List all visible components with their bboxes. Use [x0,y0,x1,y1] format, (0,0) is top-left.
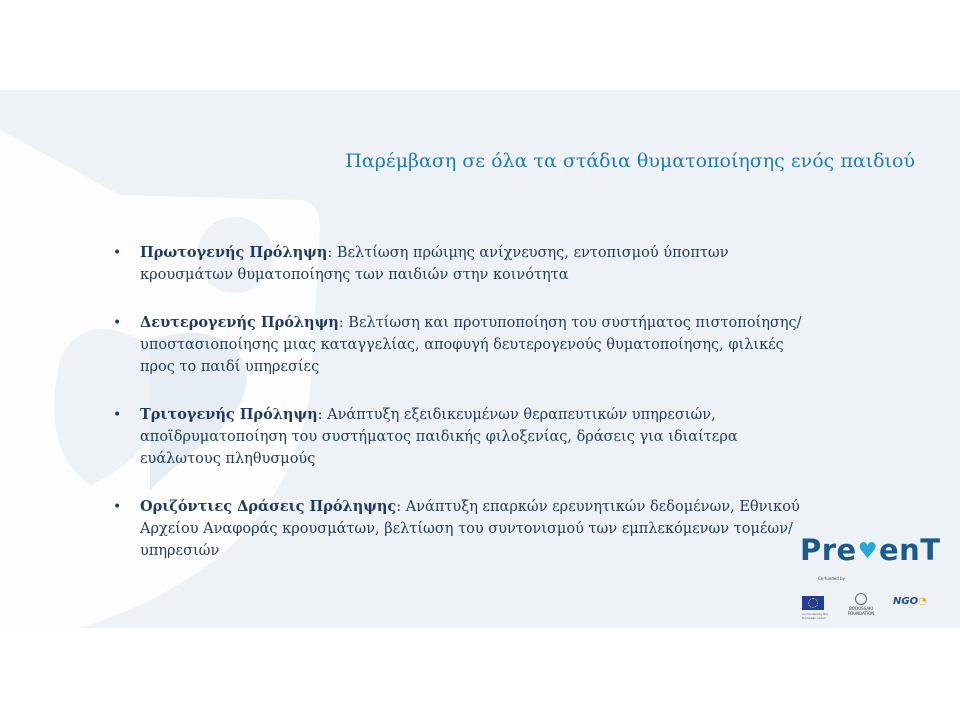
bullet-term: Οριζόντιες Δράσεις Πρόληψης [140,498,397,515]
bullet-text: : Βελτίωση και προτυποποίηση του συστήματος πιστοποίησης/υποστασιοποίησης μιας καταγγελίας, αποφυγή δευτερογενούς θυματοποίησης, φιλικές προς το παιδί υπηρεσίες [140,315,802,375]
ngo-label: NGO [893,596,919,607]
bodossaki-logo [843,593,879,616]
bullet-dot: • [113,407,122,423]
ngo-logo [893,596,927,607]
logo-suffix: enT [878,533,941,567]
list-item [113,404,813,470]
list-item [113,496,813,562]
bullet-dot: • [113,499,122,515]
cofunded-label: Co-funded by [818,576,845,581]
bodossaki-seal-icon [855,593,867,605]
list-item [113,242,813,286]
slide-title: Παρέμβαση σε όλα τα στάδια θυματοποίησης ενός παιδιού [345,150,915,172]
bullet-text: : Ανάπτυξη εξειδικευμένων θεραπευτικών υπηρεσιών, αποϊδρυματοποίηση του συστήματος παιδικής φιλοξενίας, δράσεις για ιδιαίτερα ευάλωτους πληθυσμούς [140,407,738,467]
bullet-dot: • [113,315,122,331]
bullet-term: Πρωτογενής Πρόληψη [140,244,328,261]
bullet-text: : Βελτίωση πρώιμης ανίχνευσης, εντοπισμού ύποπτων κρουσμάτων θυματοποίησης των παιδιών στην κοινότητα [140,245,729,283]
bullet-term: Τριτογενής Πρόληψη [140,406,318,423]
prevent-logo [800,533,941,567]
list-item [113,312,813,378]
content-band [0,90,960,628]
bodossaki-name: BODOSSAKI FOUNDATION [847,606,875,616]
heart-icon: ♥ [857,539,878,564]
logo-prefix: Pre [800,533,857,567]
ngo-swirl-icon: ◔ [918,596,927,607]
bullet-text: : Ανάπτυξη επαρκών ερευνητικών δεδομένων, Εθνικού Αρχείου Αναφοράς κρουσμάτων, βελτίωση του συντονισμού των εμπλεκόμενων τομέων/υπηρεσιών [140,499,800,559]
eu-stars-icon [808,598,818,608]
bullet-dot: • [113,245,122,261]
bullet-term: Δευτερογενής Πρόληψη [140,314,339,331]
eu-flag-icon [802,596,824,610]
eu-caption: Co-funded by the European Union [802,612,829,620]
bullet-list [113,242,813,588]
